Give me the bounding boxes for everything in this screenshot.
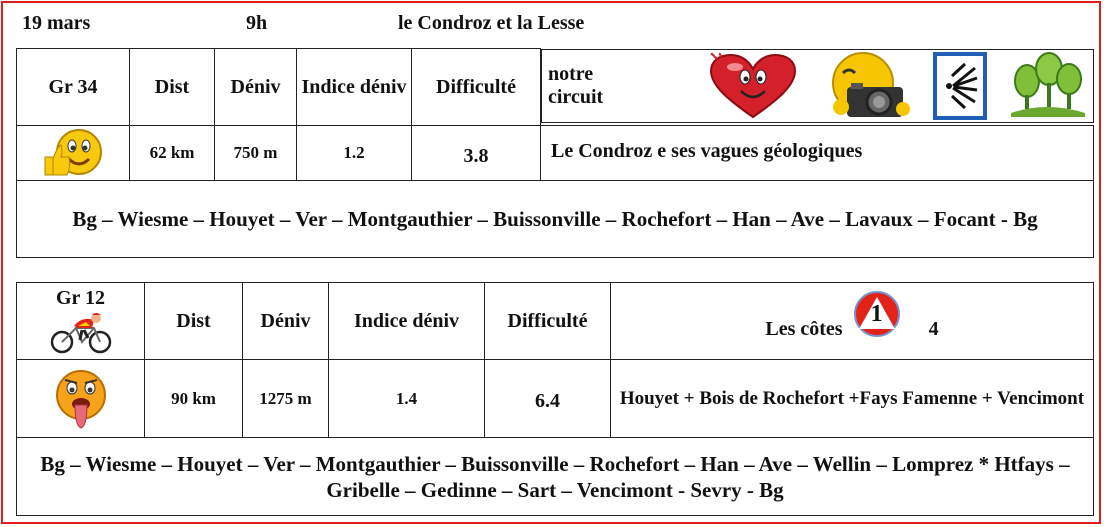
cotes-label: Les côtes xyxy=(765,317,843,340)
circuit-description: Houyet + Bois de Rochefort +Fays Famenne + Vencimont xyxy=(611,360,1094,438)
deniv-value: 1275 m xyxy=(243,360,329,438)
exhausted-smiley-icon xyxy=(50,368,112,430)
header-date: 19 mars xyxy=(22,12,91,34)
trees-icon xyxy=(1007,51,1087,121)
climb-sign-number: 1 xyxy=(870,301,883,327)
climb-sign-icon xyxy=(851,291,903,337)
dist-value: 62 km xyxy=(130,126,215,181)
cyclist-icon xyxy=(48,312,114,354)
thumbs-up-smiley-icon xyxy=(41,127,105,179)
camera-smiley-icon xyxy=(817,51,913,121)
difficulte-value: 3.8 xyxy=(412,126,541,181)
indice-value: 1.2 xyxy=(297,126,412,181)
circuit-icons xyxy=(707,50,1087,122)
dist-value: 90 km xyxy=(145,360,243,438)
indice-value: 1.4 xyxy=(329,360,485,438)
notre-circuit-cell xyxy=(541,49,1094,123)
col-indice: Indice déniv xyxy=(297,49,412,126)
viewpoint-sign-icon xyxy=(931,50,989,122)
cotes-count: 4 xyxy=(928,317,939,340)
difficulte-value: 6.4 xyxy=(485,360,611,438)
col-dist: Dist xyxy=(145,283,243,360)
col-indice: Indice déniv xyxy=(329,283,485,360)
route-text: Bg – Wiesme – Houyet – Ver – Montgauthier – Buissonville – Rochefort – Han – Ave – Wellin – Lomprez * Htfays – Gribelle – Gedinne – Sart – Vencimont - Sevry - Bg xyxy=(17,438,1094,516)
mood-cell xyxy=(17,360,145,438)
group-label: Gr 34 xyxy=(17,49,130,126)
header-time: 9h xyxy=(246,12,268,34)
route-text: Bg – Wiesme – Houyet – Ver – Montgauthier – Buissonville – Rochefort – Han – Ave – Lavaux – Focant - Bg xyxy=(17,181,1094,258)
ride-table-gr34 xyxy=(16,48,1094,258)
col-difficulte: Difficulté xyxy=(485,283,611,360)
header-title: le Condroz et la Lesse xyxy=(398,12,585,34)
mood-cell xyxy=(17,126,130,181)
col-deniv: Déniv xyxy=(215,49,297,126)
col-difficulte: Difficulté xyxy=(412,49,541,126)
heart-face-icon xyxy=(707,53,799,119)
notre-circuit-label: notre circuit xyxy=(548,62,604,108)
deniv-value: 750 m xyxy=(215,126,297,181)
group-label: Gr 12 xyxy=(55,287,106,309)
cotes-cell xyxy=(611,283,1094,360)
col-dist: Dist xyxy=(130,49,215,126)
circuit-description: Le Condroz e ses vagues géologiques xyxy=(541,126,1094,181)
col-deniv: Déniv xyxy=(243,283,329,360)
group-cell xyxy=(17,283,145,360)
ride-table-gr12 xyxy=(16,282,1094,516)
